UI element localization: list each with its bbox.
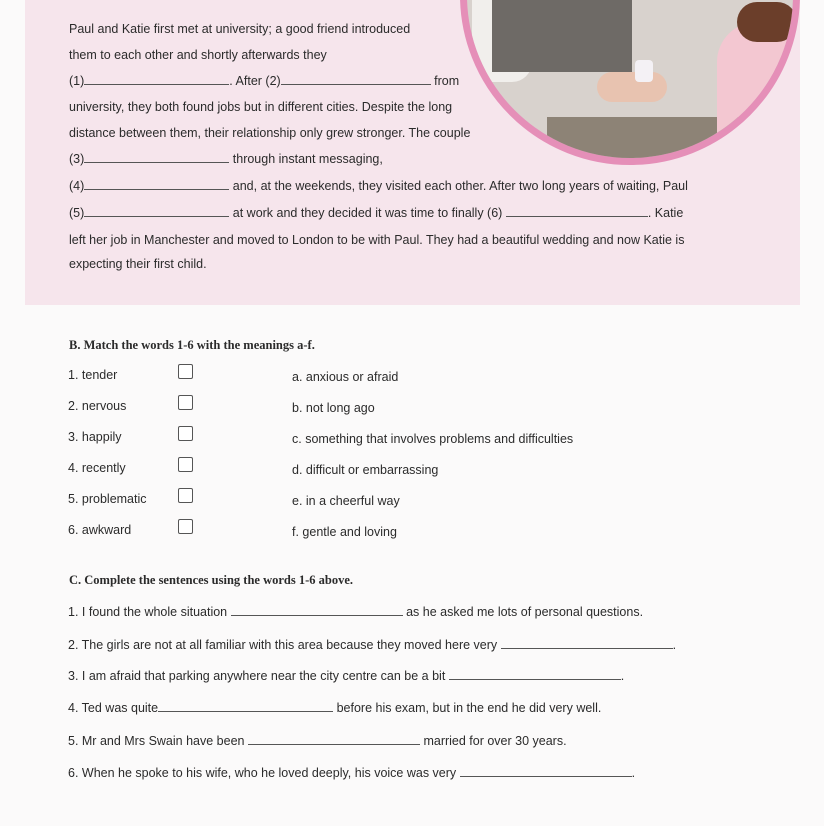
sentence-6: 6. When he spoke to his wife, who he loved deeply, his voice was very .: [68, 766, 636, 780]
story-line-10: expecting their first child.: [69, 257, 207, 271]
answer-box-5[interactable]: [178, 488, 193, 503]
answer-box-3[interactable]: [178, 426, 193, 441]
sentence-2-blank[interactable]: [501, 638, 673, 649]
blank-1[interactable]: [84, 74, 229, 85]
answer-box-4[interactable]: [178, 457, 193, 472]
answer-box-1[interactable]: [178, 364, 193, 379]
sentence-3-blank[interactable]: [449, 669, 621, 680]
word-3: 3. happily: [68, 430, 122, 444]
sentence-5-blank[interactable]: [248, 734, 420, 745]
sentence-6-blank[interactable]: [460, 766, 632, 777]
meaning-f: f. gentle and loving: [292, 525, 397, 539]
sentence-5: 5. Mr and Mrs Swain have been married for over 30 years.: [68, 734, 567, 748]
word-5: 5. problematic: [68, 492, 147, 506]
sentence-1-blank[interactable]: [231, 605, 403, 616]
meaning-d: d. difficult or embarrassing: [292, 463, 439, 477]
story-line-4: university, they both found jobs but in different cities. Despite the long: [69, 100, 453, 114]
meaning-b: b. not long ago: [292, 401, 375, 415]
section-b-heading: B. Match the words 1-6 with the meanings a-f.: [69, 338, 315, 352]
story-line-8: (5) at work and they decided it was time to finally (6) . Katie: [69, 206, 684, 220]
answer-box-2[interactable]: [178, 395, 193, 410]
section-c-heading: C. Complete the sentences using the words 1-6 above.: [69, 573, 354, 587]
story-line-5: distance between them, their relationship only grew stronger. The couple: [69, 126, 471, 140]
sentence-3: 3. I am afraid that parking anywhere near the city centre can be a bit .: [68, 669, 625, 683]
answer-box-6[interactable]: [178, 519, 193, 534]
story-line-9: left her job in Manchester and moved to London to be with Paul. They had a beautiful wedding and now Katie is: [69, 233, 685, 247]
meaning-a: a. anxious or afraid: [292, 370, 399, 384]
meaning-c: c. something that involves problems and difficulties: [292, 432, 574, 446]
blank-4[interactable]: [84, 179, 229, 190]
word-1: 1. tender: [68, 368, 118, 382]
story-line-7: (4) and, at the weekends, they visited each other. After two long years of waiting, Paul: [69, 179, 688, 193]
blank-2[interactable]: [281, 74, 431, 85]
story-line-2: them to each other and shortly afterwards they: [69, 48, 327, 62]
story-line-1: Paul and Katie first met at university; a good friend introduced: [69, 22, 411, 36]
blank-6[interactable]: [506, 206, 648, 217]
blank-3[interactable]: [84, 152, 229, 163]
sentence-4: 4. Ted was quite before his exam, but in the end he did very well.: [68, 701, 602, 715]
sentence-2: 2. The girls are not at all familiar with this area because they moved here very .: [68, 638, 677, 652]
sentence-1: 1. I found the whole situation as he asked me lots of personal questions.: [68, 605, 644, 619]
word-4: 4. recently: [68, 461, 126, 475]
meaning-e: e. in a cheerful way: [292, 494, 400, 508]
word-6: 6. awkward: [68, 523, 132, 537]
blank-5[interactable]: [84, 206, 229, 217]
story-line-3: (1) . After (2) from: [69, 74, 460, 88]
sentence-4-blank[interactable]: [158, 701, 333, 712]
word-2: 2. nervous: [68, 399, 127, 413]
story-line-6: (3) through instant messaging,: [69, 152, 383, 166]
